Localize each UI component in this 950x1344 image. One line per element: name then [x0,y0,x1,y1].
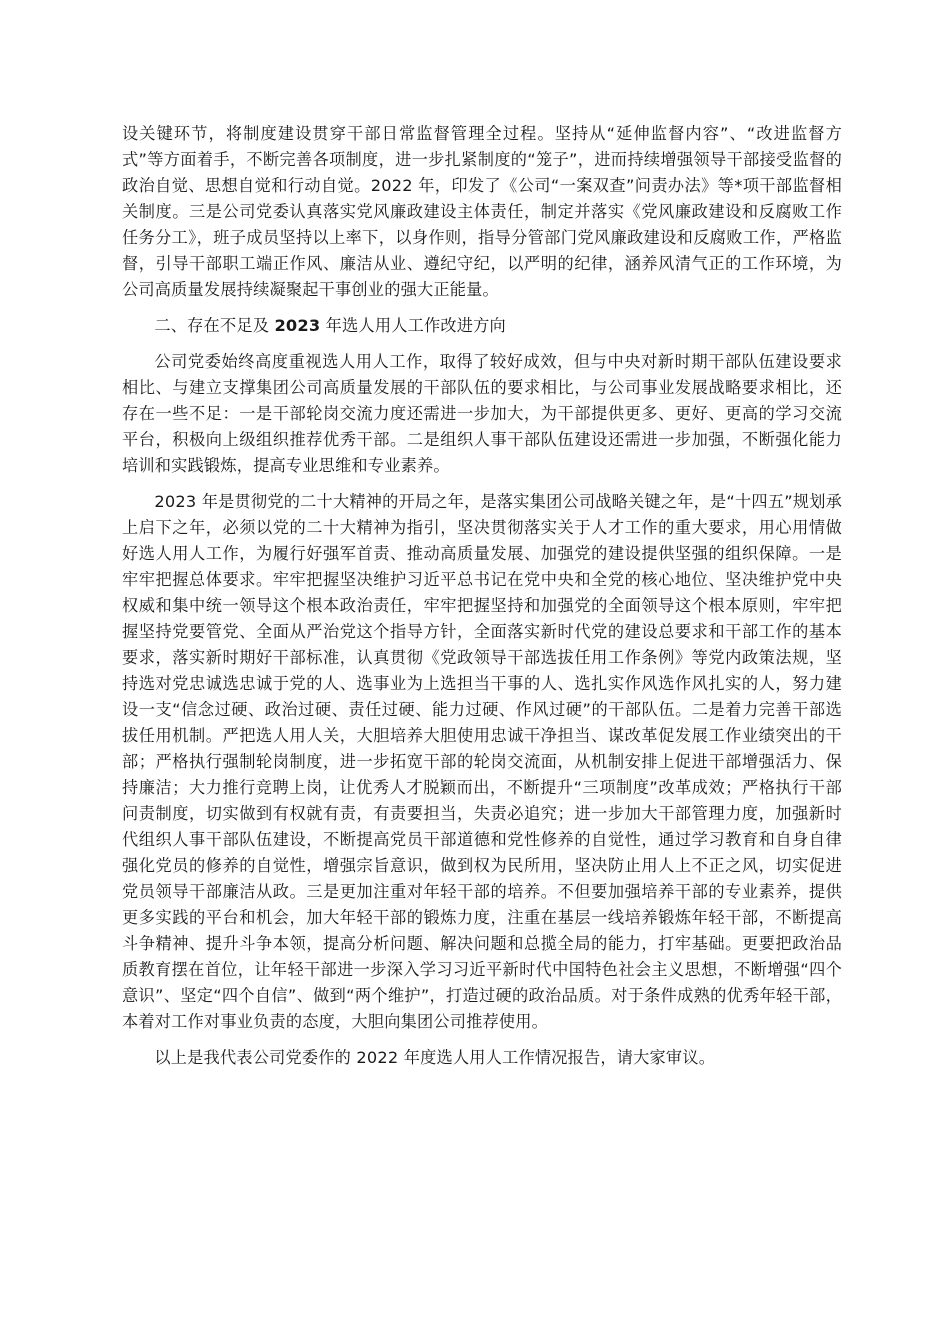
heading-suffix: 年选人用人工作改进方向 [320,316,506,335]
heading-prefix: 二、存在不足及 [154,316,275,335]
document-body [122,121,842,1071]
heading-year: 2023 [274,316,321,335]
paragraph-shortcomings: 公司党委始终高度重视选人用人工作，取得了较好成效，但与中央对新时期干部队伍建设要求相比、与建立支撑集团公司高质量发展的干部队伍的要求相比，与公司事业发展战略要求相比，还存在一些不足：一是干部轮岗交流力度还需进一步加大，为干部提供更多、更好、更高的学习交流平台，积极向上级组织推荐优秀干部。二是组织人事干部队伍建设还需进一步加强，不断强化能力培训和实践锻炼，提高专业思维和专业素养。 [122,352,842,475]
paragraph-improvement: 2023 年是贯彻党的二十大精神的开局之年，是落实集团公司战略关键之年，是“十四五”规划承上启下之年，必须以党的二十大精神为指引，坚决贯彻落实关于人才工作的重大要求，用心用情做好选人用人工作，为履行好强军首责、推动高质量发展、加强党的建设提供坚强的组织保障。一是牢牢把握总体要求。牢牢把握坚决维护习近平总书记在党中央和全党的核心地位、坚决维护党中央权威和集中统一领导这个根本政治责任，牢牢把握坚持和加强党的全面领导这个根本原则，牢牢把握坚持党要管党、全面从严治党这个指导方针，全面落实新时代党的建设总要求和干部工作的基本要求，落实新时期好干部标准，认真贯彻《党政领导干部选拔任用工作条例》等党内政策法规，坚持选对党忠诚选忠诚于党的人、选事业为上选担当干事的人、选扎实作风选作风扎实的人，努力建设一支“信念过硬、政治过硬、责任过硬、能力过硬、作风过硬”的干部队伍。二是着力完善干部选拔任用机制。严把选人用人关，大胆培养大胆使用忠诚干净担当、谋改革促发展工作业绩突出的干部；严格执行强制轮岗制度，进一步拓宽干部的轮岗交流面，从机制安排上促进干部增强活力、保持廉洁；大力推行竞聘上岗，让优秀人才脱颖而出，不断提升“三项制度”改革成效；严格执行干部问责制度，切实做到有权就有责，有责要担当，失责必追究；进一步加大干部管理力度，加强新时代组织人事干部队伍建设，不断提高党员干部道德和党性修养的自觉性，通过学习教育和自身自律强化党员的修养的自觉性，增强宗旨意识，做到权为民所用，坚决防止用人上不正之风，切实促进党员领导干部廉洁从政。三是更加注重对年轻干部的培养。不但要加强培养干部的专业素养，提供更多实践的平台和机会，加大年轻干部的锻炼力度，注重在基层一线培养锻炼年轻干部，不断提高斗争精神、提升斗争本领，提高分析问题、解决问题和总揽全局的能力，打牢基础。更要把政治品质教育摆在首位，让年轻干部进一步深入学习习近平新时代中国特色社会主义思想，不断增强“四个意识”、坚定“四个自信”、做到“两个维护”，打造过硬的政治品质。对于条件成熟的优秀年轻干部，本着对工作对事业负责的态度，大胆向集团公司推荐使用。 [122,492,842,1031]
paragraph-supervision: 设关键环节，将制度建设贯穿干部日常监督管理全过程。坚持从“延伸监督内容”、“改进监督方式”等方面着手，不断完善各项制度，进一步扎紧制度的“笼子”，进而持续增强领导干部接受监督的政治自觉、思想自觉和行动自觉。2022 年，印发了《公司“一案双查”问责办法》等*项干部监督相关制度。三是公司党委认真落实党风廉政建设主体责任，制定并落实《党风廉政建设和反腐败工作任务分工》，班子成员坚持以上率下，以身作则，指导分管部门党风廉政建设和反腐败工作，严格监督，引导干部职工端正作风、廉洁从业、遵纪守纪，以严明的纪律，涵养风清气正的工作环境，为公司高质量发展持续凝聚起干事创业的强大正能量。 [122,124,842,299]
paragraph-closing: 以上是我代表公司党委作的 2022 年度选人用人工作情况报告，请大家审议。 [154,1048,716,1067]
section-heading [122,313,842,339]
